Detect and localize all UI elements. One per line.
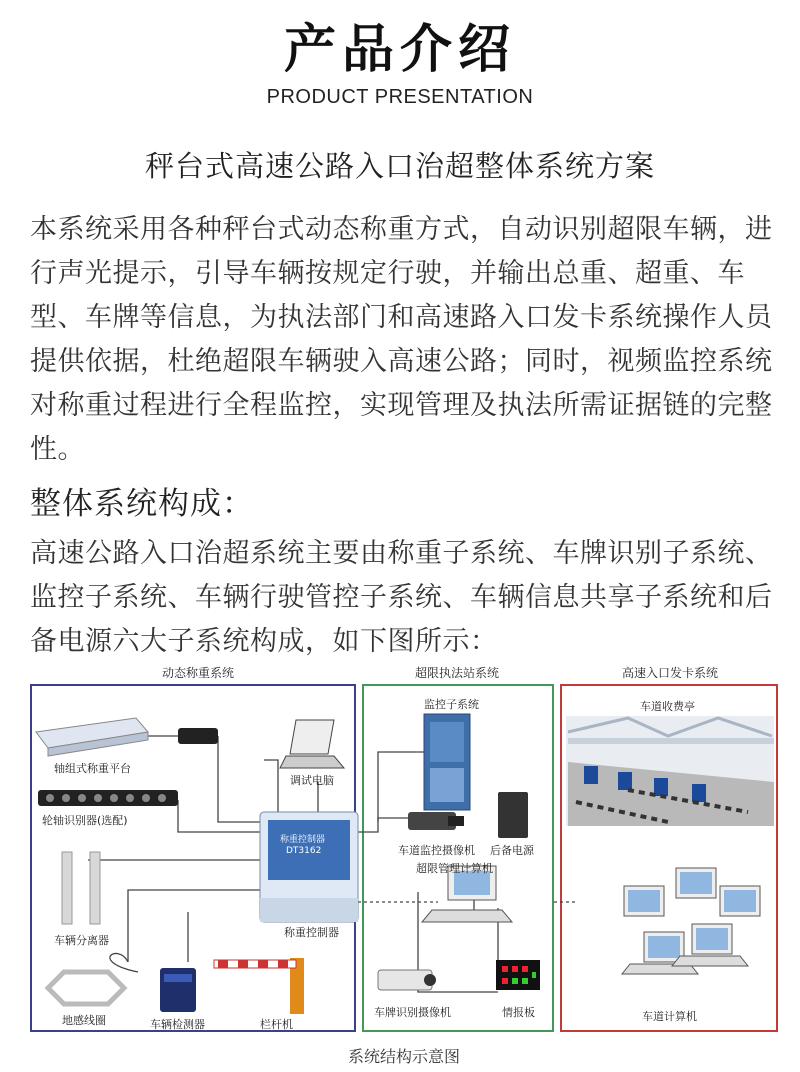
weighing-panel-title: 动态称重系统 <box>161 666 234 680</box>
enforcement-panel-title: 超限执法站系统 <box>414 666 499 680</box>
intro-paragraph: 本系统采用各种秤台式动态称重方式，自动识别超限车辆，进行声光提示，引导车辆按规定行驶，并输出总重、超重、车型、车牌等信息，为执法部门和高速路入口发卡系统操作人员提供依据，杜绝超限车辆驶入高速公路；同时，视频监控系统对称重过程进行全程监控，实现管理及执法所需证据链的完整性。 <box>30 214 773 465</box>
diagram-caption: 系统结构示意图 <box>347 1047 460 1066</box>
page-header <box>0 18 800 109</box>
label-laptop: 调试电脑 <box>290 774 334 787</box>
label-barrier: 栏杆机 <box>260 1018 293 1031</box>
weighing-platform-icon <box>36 718 148 756</box>
page-title: 产品介绍 <box>283 20 516 80</box>
page-subtitle: PRODUCT PRESENTATION <box>266 86 534 108</box>
debug-laptop-icon <box>280 720 344 768</box>
monitor-cabinet-icon <box>424 714 470 810</box>
label-booth: 车道收费亭 <box>640 700 695 713</box>
label-controller: 称重控制器 <box>284 926 339 939</box>
label-ups: 后备电源 <box>490 844 534 857</box>
junction-box-icon <box>178 728 218 744</box>
label-monitor-subsystem: 监控子系统 <box>424 698 479 711</box>
info-board-icon <box>496 960 540 990</box>
system-diagram <box>28 662 780 1072</box>
label-ground-loop: 地感线圈 <box>62 1014 106 1027</box>
plate-camera-icon <box>378 970 436 990</box>
ground-loop-icon <box>48 972 124 1004</box>
toll-panel-title: 高速入口发卡系统 <box>621 666 718 680</box>
label-axle-sensor: 轮轴识别器(选配) <box>42 814 128 827</box>
lane-camera-icon <box>408 812 464 830</box>
ups-icon <box>498 792 528 838</box>
lane-computers-icon <box>622 868 760 974</box>
composition-paragraph: 高速公路入口治超系统主要由称重子系统、车牌识别子系统、监控子系统、车辆行驶管控子系统、车辆信息共享子系统和后备电源六大子系统构成，如下图所示： <box>30 538 773 657</box>
composition-heading: 整体系统构成： <box>30 486 254 522</box>
axle-sensor-icon <box>38 790 178 806</box>
vehicle-separator-icon <box>62 852 100 924</box>
label-detector: 车辆检测器 <box>150 1018 205 1031</box>
barrier-gate-icon <box>214 958 304 1014</box>
label-lane-camera: 车道监控摄像机 <box>398 844 475 857</box>
controller-screen-text: 称重控制器 <box>280 835 326 845</box>
label-over-limit-pc: 超限管理计算机 <box>416 862 493 875</box>
solution-title: 秤台式高速公路入口治超整体系统方案 <box>144 149 655 183</box>
label-lane-pc: 车道计算机 <box>642 1010 697 1023</box>
vehicle-detector-icon <box>160 968 196 1012</box>
weighing-controller-icon <box>260 812 358 922</box>
label-separator: 车辆分离器 <box>54 934 109 947</box>
label-platform: 轴组式称重平台 <box>54 762 131 775</box>
controller-model-text: DT3162 <box>286 846 322 856</box>
toll-booth-scene <box>566 716 774 826</box>
label-plate-camera: 车牌识别摄像机 <box>374 1006 451 1019</box>
label-info-board: 情报板 <box>502 1006 535 1019</box>
